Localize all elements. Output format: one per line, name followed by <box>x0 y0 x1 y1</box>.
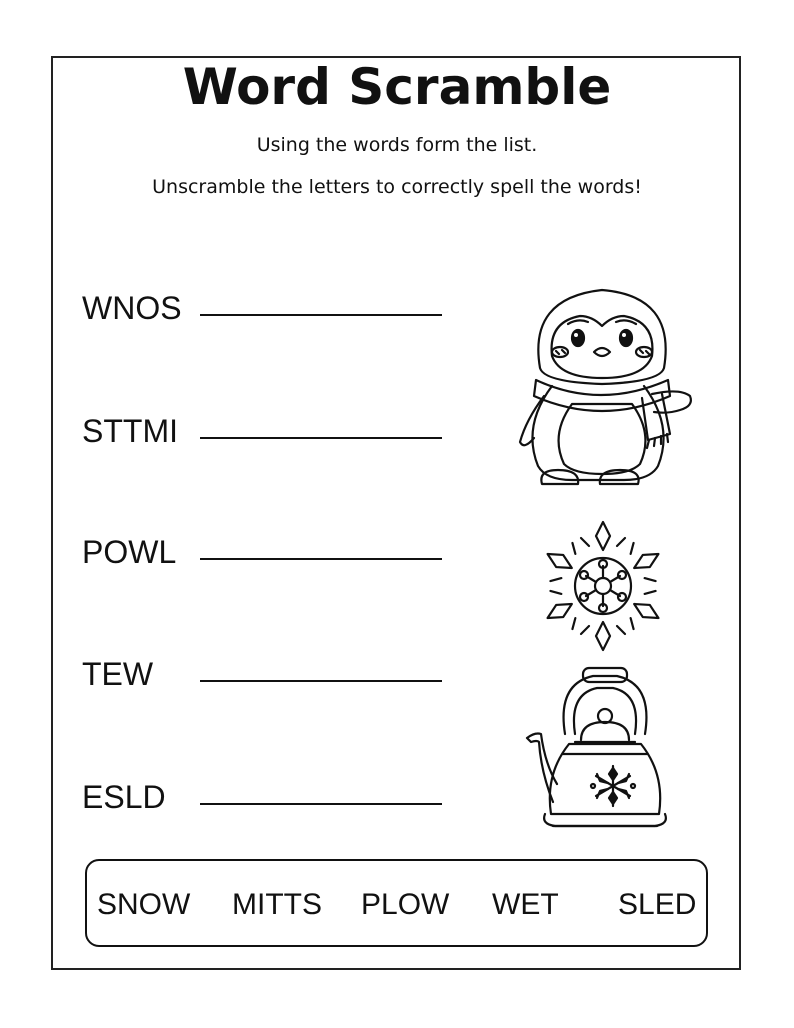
instruction-line-2: Unscramble the letters to correctly spell the words! <box>152 176 642 198</box>
answer-line[interactable] <box>200 680 442 682</box>
word-bank-item: MITTS <box>232 888 322 921</box>
scrambled-word: WNOS <box>82 290 182 326</box>
word-bank-item: WET <box>492 888 559 921</box>
teakettle-icon <box>525 664 685 834</box>
penguin-icon <box>512 276 694 496</box>
word-bank <box>85 859 708 947</box>
scrambled-word: STTMI <box>82 413 178 449</box>
scrambled-word: ESLD <box>82 779 166 815</box>
answer-line[interactable] <box>200 803 442 805</box>
word-bank-item: SNOW <box>97 888 191 921</box>
instruction-line-1: Using the words form the list. <box>256 134 538 156</box>
word-bank-item: SLED <box>618 888 697 921</box>
answer-line[interactable] <box>200 558 442 560</box>
answer-line[interactable] <box>200 314 442 316</box>
snowflake-icon <box>533 515 673 657</box>
answer-line[interactable] <box>200 437 442 439</box>
worksheet-title: Word Scramble <box>182 58 612 116</box>
word-bank-item: PLOW <box>361 888 450 921</box>
scrambled-word: POWL <box>82 534 177 570</box>
scrambled-word: TEW <box>82 656 154 692</box>
